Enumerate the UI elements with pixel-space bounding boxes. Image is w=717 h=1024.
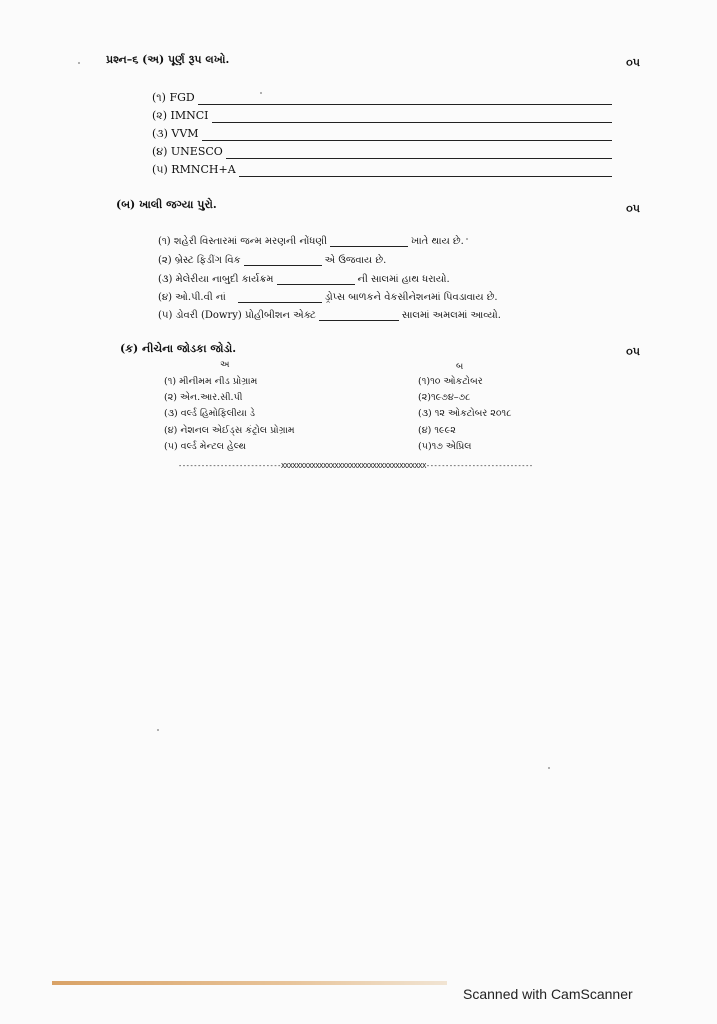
fill-blank-text: એ ઉજવાય છે. bbox=[324, 255, 387, 266]
match-b-item: (૨)૧૯૭૪–૭૮ bbox=[418, 392, 471, 403]
match-a-item: (૫) વર્લ્ડ મેન્ટલ હેલ્થ bbox=[164, 441, 246, 452]
abbreviation-label: (૧) FGD bbox=[152, 91, 195, 104]
scan-speck bbox=[157, 729, 159, 731]
blank-line bbox=[319, 311, 399, 321]
fill-blank-text: ખાતે થાય છે. bbox=[410, 236, 464, 247]
scan-speck bbox=[260, 92, 262, 94]
blank-line bbox=[244, 256, 322, 266]
fill-blank-text: (૩) મેલેરીયા નાબુદી કાર્યક્રમ bbox=[158, 274, 274, 285]
fill-blank-text: (૫) ડોવરી (Dowry) પ્રોહીબીશન એક્ટ bbox=[158, 310, 316, 321]
abbreviation-label: (૩) VVM bbox=[152, 127, 199, 140]
abbreviation-label: (૫) RMNCH+A bbox=[152, 163, 236, 176]
abbreviation-item-1 bbox=[152, 90, 612, 105]
section-b-marks: ૦૫ bbox=[626, 202, 640, 215]
match-b-item: (૩) ૧૨ ઓકટોબર ૨૦૧૮ bbox=[418, 408, 512, 419]
match-a-item: (૧) મીનીમમ નીડ પ્રોગ્રામ bbox=[164, 376, 258, 387]
abbreviation-label: (૨) IMNCI bbox=[152, 109, 209, 122]
fill-blank-item-1 bbox=[158, 233, 464, 247]
section-c-marks: ૦૫ bbox=[626, 345, 640, 358]
blank-line bbox=[330, 237, 408, 247]
fill-blank-item-5 bbox=[158, 307, 501, 321]
answer-line bbox=[198, 94, 612, 105]
abbreviation-item-5 bbox=[152, 162, 612, 177]
blank-line bbox=[238, 293, 322, 303]
fill-blank-text: ની સાલમાં હાથ ધરાયો. bbox=[357, 274, 450, 285]
fill-blank-item-3 bbox=[158, 271, 450, 285]
match-b-item: (૫)૧૭ એપ્રિલ bbox=[418, 441, 472, 452]
scan-speck bbox=[78, 62, 80, 64]
section-c-heading: (ક) નીચેના જોડકા જોડો. bbox=[120, 342, 237, 355]
abbreviation-item-3 bbox=[152, 126, 612, 141]
answer-line bbox=[202, 130, 612, 141]
fill-blank-text: (૧) શહેરી વિસ્તારમાં જન્મ મરણની નોંધણી bbox=[158, 236, 327, 247]
section-a-marks: ૦૫ bbox=[626, 56, 640, 69]
answer-line bbox=[212, 112, 612, 123]
fill-blank-item-2 bbox=[158, 252, 386, 266]
match-a-item: (૩) વર્લ્ડ હિમોફિલીયા ડે bbox=[164, 408, 256, 419]
match-b-item: (૧)૧૦ ઓકટોબર bbox=[418, 376, 483, 387]
answer-line bbox=[239, 166, 612, 177]
column-b-title: બ bbox=[456, 362, 464, 372]
column-a-title: અ bbox=[220, 360, 230, 370]
scan-speck bbox=[466, 238, 468, 240]
scanner-watermark: Scanned with CamScanner bbox=[463, 986, 633, 1002]
end-divider: ---------------------------XXXXXXXXXXXXXXXXXXXXXXXXXXXXXXXXXXXXXX---------------------------- bbox=[178, 462, 533, 470]
abbreviation-label: (૪) UNESCO bbox=[152, 145, 223, 158]
section-a-heading: પ્રશ્ન–૬ (અ) પૂર્ણ રૂપ લખો. bbox=[106, 53, 230, 66]
abbreviation-item-4 bbox=[152, 144, 612, 159]
match-a-item: (૪) નેશનલ એઈડ્સ કંટ્રોલ પ્રોગ્રામ bbox=[164, 425, 295, 436]
answer-line bbox=[226, 148, 612, 159]
fill-blank-item-4 bbox=[158, 289, 498, 303]
fill-blank-text: સાલમાં અમલમાં આવ્યો. bbox=[401, 310, 501, 321]
abbreviation-item-2 bbox=[152, 108, 612, 123]
scan-edge-bar bbox=[52, 981, 447, 985]
fill-blank-text: (૨) બ્રેસ્ટ ફિડીંગ વિક bbox=[158, 255, 241, 266]
scan-speck bbox=[548, 767, 550, 769]
blank-line bbox=[277, 275, 355, 285]
section-b-heading: (બ) ખાલી જગ્યા પુરો. bbox=[116, 198, 217, 211]
fill-blank-text: (૪) ઓ.પી.વી નાં bbox=[158, 292, 226, 303]
fill-blank-text: ડ્રોપ્સ બાળકને વેકસીનેશનમાં પિવડાવાય છે. bbox=[324, 292, 498, 303]
match-b-item: (૪) ૧૯૯૨ bbox=[418, 425, 456, 436]
match-a-item: (૨) એન.આર.સી.પી bbox=[164, 392, 243, 403]
